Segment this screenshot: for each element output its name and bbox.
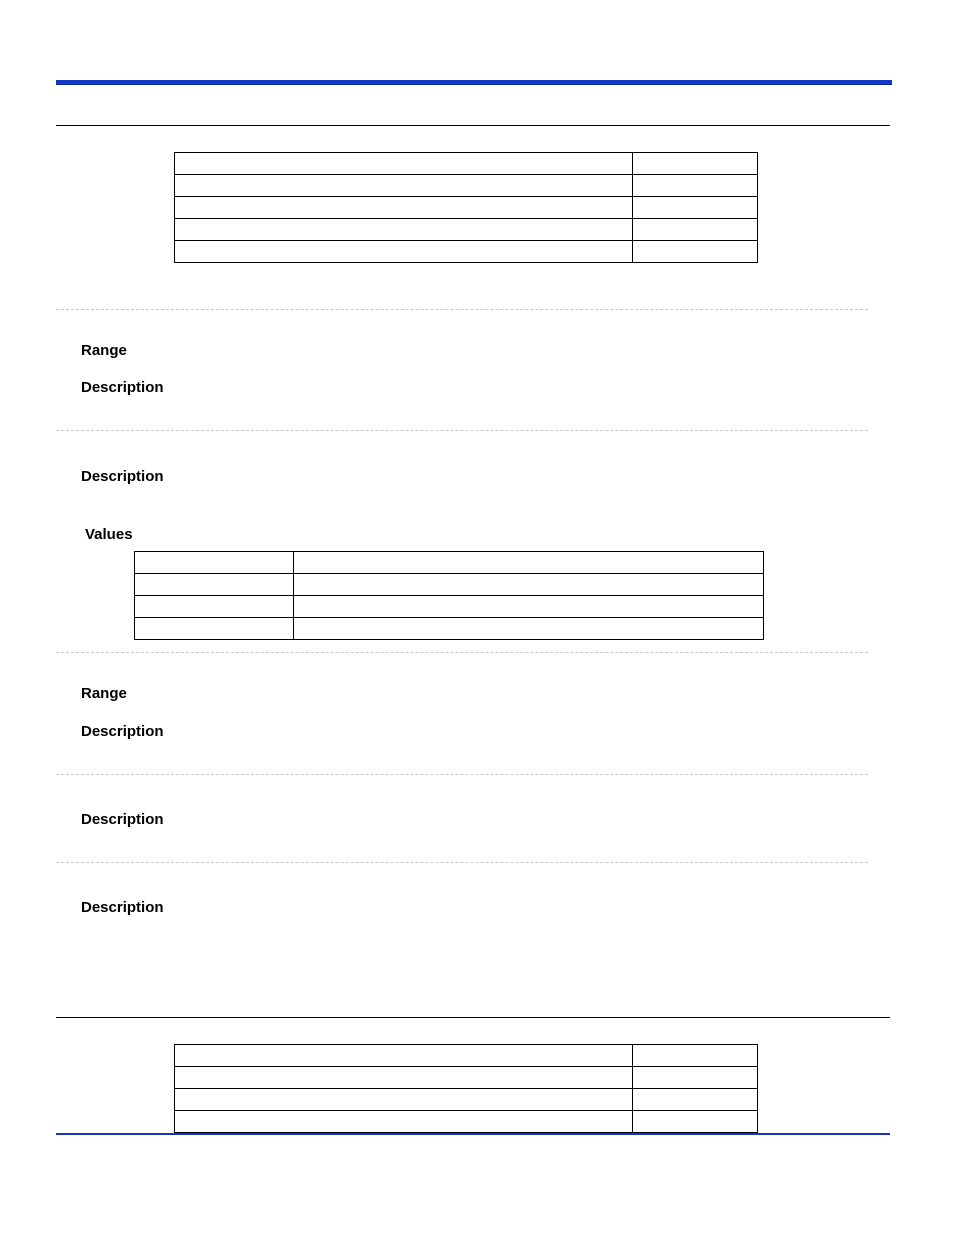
values-label: Values [85, 526, 133, 543]
table-cell [175, 1089, 633, 1111]
description-label: Description [81, 379, 164, 396]
description-label: Description [81, 899, 164, 916]
footer-rule [56, 1133, 890, 1135]
range-label: Range [81, 685, 127, 702]
description-label: Description [81, 723, 164, 740]
table-row [175, 1045, 758, 1067]
bottom-table [174, 1044, 758, 1133]
table-cell [175, 1045, 633, 1067]
table-cell [175, 1111, 633, 1133]
table-cell [175, 1067, 633, 1089]
table-row [175, 1067, 758, 1089]
table-row [175, 1089, 758, 1111]
table-cell [633, 1111, 758, 1133]
table-cell [633, 1045, 758, 1067]
range-label: Range [81, 342, 127, 359]
description-label: Description [81, 811, 164, 828]
description-label: Description [81, 468, 164, 485]
table-row [175, 1111, 758, 1133]
table-cell [633, 1067, 758, 1089]
table-cell [633, 1089, 758, 1111]
